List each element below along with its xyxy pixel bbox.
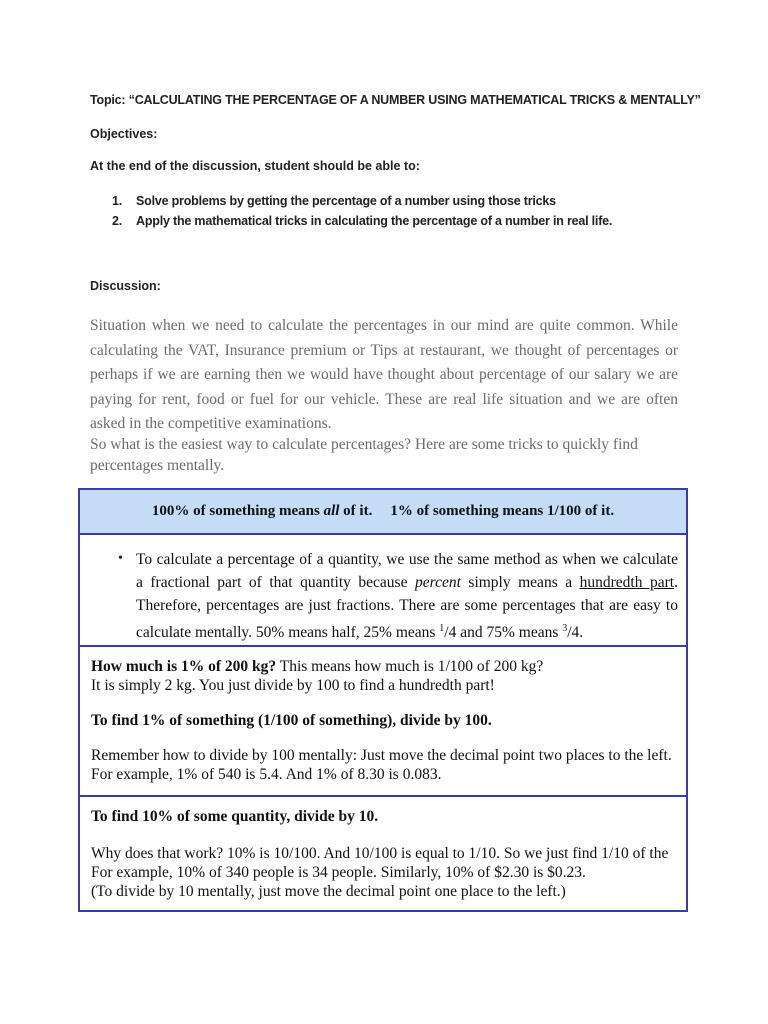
all-fact: 100% of something means all of it. <box>151 503 373 519</box>
one-percent-method: Remember how to divide by 100 mentally: Just move the decimal point two places to the left. For example, 1% of 540 is 5.4. And 1% of 8.30 is 0.083. <box>91 747 672 783</box>
one-percent-fact: 1% of something means 1/100 of it. <box>390 503 615 519</box>
discussion-paragraph: Situation when we need to calculate the percentages in our mind are quite common. While calculating the VAT, Insurance premium or Tips at restaurant, we thought of percentages or perhaps if we are earning then we would have thought about percentage of our salary we are paying for rent, food or fuel for our vehicle. These are real life situation and we are often asked in the competitive examinations. <box>90 317 678 432</box>
discussion-label: Discussion: <box>90 279 161 293</box>
objective-item: 1. Solve problems by getting the percentage of a number using those tricks <box>112 194 556 208</box>
topic-heading: Topic: “CALCULATING THE PERCENTAGE OF A NUMBER USING MATHEMATICAL TRICKS & MENTALLY” <box>90 93 701 107</box>
objectives-intro: At the end of the discussion, student should be able to: <box>90 159 420 173</box>
one-percent-rule: To find 1% of something (1/100 of something), divide by 100. <box>91 712 492 729</box>
objective-item: 2. Apply the mathematical tricks in calculating the percentage of a number in real life. <box>112 214 613 228</box>
question: How much is 1% of 200 kg? This means how much is 1/100 of 200 kg? It is simply 2 kg. You just divide by 100 to find a hundredth part! <box>91 658 544 694</box>
fraction-explanation-box <box>78 533 688 647</box>
objectives-list <box>112 192 612 232</box>
bullet-icon: • <box>118 551 123 566</box>
ten-percent-rule: To find 10% of some quantity, divide by 10. <box>91 808 379 825</box>
fraction-explanation-text: To calculate a percentage of a quantity, we use the same method as when we calculate a fractional part of that quantity because percent simply means a hundredth part. Therefore, percentages are just fractions. There are some percentages that are easy to calculate mentally. 50% means half, 25% means $^1$/4 and 75% means $^3$/4. <box>136 551 678 642</box>
key-fact-box <box>78 488 688 535</box>
discussion-paragraph-2: So what is the easiest way to calculate percentages? Here are some tricks to quickly find percentages mentally. <box>90 436 638 474</box>
ten-percent-box <box>78 795 688 912</box>
one-percent-box <box>78 645 688 797</box>
ten-percent-explanation: Why does that work? 10% is 10/100. And 10/100 is equal to 1/10. So we just find 1/10 of the For example, 10% of 340 people is 34 people. Similarly, 10% of $2.30 is $0.23. (To divide by 10 mentally, just move the decimal point one place to the left.) <box>91 845 669 900</box>
objectives-label: Objectives: <box>90 127 158 141</box>
